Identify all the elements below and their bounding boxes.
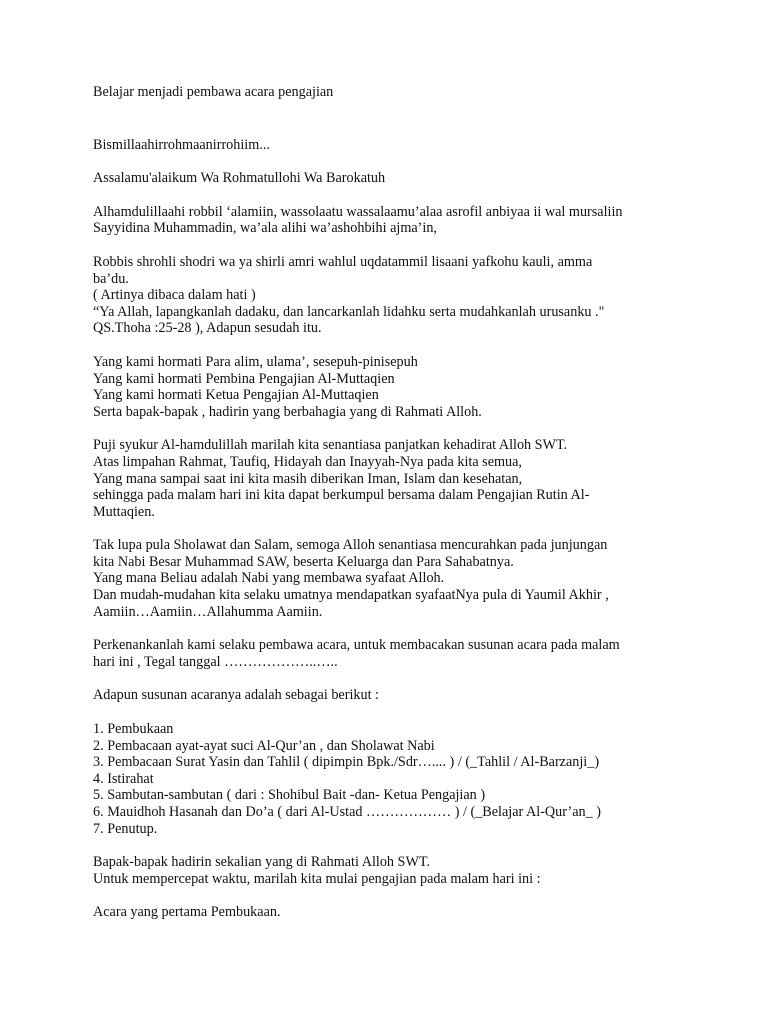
text-line: Acara yang pertama Pembukaan. xyxy=(93,904,281,921)
paragraph xyxy=(93,854,733,887)
text-line: 1. Pembukaan xyxy=(93,721,174,738)
text-line: 3. Pembacaan Surat Yasin dan Tahlil ( dipimpin Bpk./Sdr….... ) / (_Tahlil / Al-Barzanji_) xyxy=(93,754,600,771)
paragraph xyxy=(93,137,733,154)
text-line: Adapun susunan acaranya adalah sebagai berikut : xyxy=(93,687,380,704)
paragraph xyxy=(93,170,733,187)
document-body xyxy=(93,137,733,921)
text-line: Dan mudah-mudahan kita selaku umatnya mendapatkan syafaatNya pula di Yaumil Akhir , xyxy=(93,587,609,604)
text-line: “Ya Allah, lapangkanlah dadaku, dan lancarkanlah lidahku serta mudahkanlah urusanku ." xyxy=(93,303,605,320)
text-line: Bapak-bapak hadirin sekalian yang di Rahmati Alloh SWT. xyxy=(93,854,430,871)
text-line: Tak lupa pula Sholawat dan Salam, semoga Alloh senantiasa mencurahkan pada junjungan xyxy=(93,537,608,554)
text-line: Yang mana Beliau adalah Nabi yang membawa syafaat Alloh. xyxy=(93,570,445,587)
text-line: Sayyidina Muhammadin, wa’ala alihi wa’ashohbihi ajma’in, xyxy=(93,220,437,237)
paragraph xyxy=(93,537,733,620)
text-line: 6. Mauidhoh Hasanah dan Do’a ( dari Al-Ustad ……………… ) / (_Belajar Al-Qur’an_ ) xyxy=(93,804,601,820)
paragraph xyxy=(93,437,733,520)
text-line: ( Artinya dibaca dalam hati ) xyxy=(93,287,256,304)
paragraph xyxy=(93,687,733,704)
paragraph xyxy=(93,637,733,670)
document-page xyxy=(93,84,733,938)
text-line: Yang mana sampai saat ini kita masih diberikan Iman, Islam dan kesehatan, xyxy=(93,470,523,487)
text-line: Untuk mempercepat waktu, marilah kita mulai pengajian pada malam hari ini : xyxy=(93,870,541,887)
paragraph xyxy=(93,904,733,921)
text-line: Bismillaahirrohmaanirrohiim... xyxy=(93,136,270,153)
paragraph xyxy=(93,354,733,420)
paragraph xyxy=(93,254,733,337)
text-line: Assalamu'alaikum Wa Rohmatullohi Wa Barokatuh xyxy=(93,170,386,187)
text-line: Robbis shrohli shodri wa ya shirli amri wahlul uqdatammil lisaani yafkohu kauli, amma xyxy=(93,253,593,270)
document-title: Belajar menjadi pembawa acara pengajian xyxy=(93,84,334,100)
text-line: Perkenankanlah kami selaku pembawa acara, untuk membacakan susunan acara pada malam xyxy=(93,637,620,654)
text-line: Aamiin…Aamiin…Allahumma Aamiin. xyxy=(93,603,323,620)
text-line: 7. Penutup. xyxy=(93,820,158,837)
text-line: sehingga pada malam hari ini kita dapat berkumpul bersama dalam Pengajian Rutin Al- xyxy=(93,487,590,504)
text-line: Serta bapak-bapak , hadirin yang berbahagia yang di Rahmati Alloh. xyxy=(93,403,482,420)
text-line: ba’du. xyxy=(93,270,129,287)
text-line: 4. Istirahat xyxy=(93,770,154,787)
text-line: kita Nabi Besar Muhammad SAW, beserta Keluarga dan Para Sahabatnya. xyxy=(93,553,514,570)
text-line: Yang kami hormati Pembina Pengajian Al-Muttaqien xyxy=(93,370,395,387)
text-line: Atas limpahan Rahmat, Taufiq, Hidayah dan Inayyah-Nya pada kita semua, xyxy=(93,453,522,470)
text-line: QS.Thoha :25-28 ), Adapun sesudah itu. xyxy=(93,320,322,337)
text-line: 5. Sambutan-sambutan ( dari : Shohibul Bait -dan- Ketua Pengajian ) xyxy=(93,787,486,804)
text-line: 2. Pembacaan ayat-ayat suci Al-Qur’an , dan Sholawat Nabi xyxy=(93,737,435,754)
text-line: Muttaqien. xyxy=(93,503,155,520)
paragraph xyxy=(93,721,733,837)
text-line: Alhamdulillaahi robbil ‘alamiin, wassolaatu wassalaamu’alaa asrofil anbiyaa ii wal mursaliin xyxy=(93,203,623,220)
text-line: hari ini , Tegal tanggal ………………..….. xyxy=(93,653,338,670)
text-line: Yang kami hormati Para alim, ulama’, sesepuh-pinisepuh xyxy=(93,353,418,370)
text-line: Puji syukur Al-hamdulillah marilah kita senantiasa panjatkan kehadirat Alloh SWT. xyxy=(93,437,568,454)
paragraph xyxy=(93,204,733,237)
text-line: Yang kami hormati Ketua Pengajian Al-Muttaqien xyxy=(93,387,379,404)
